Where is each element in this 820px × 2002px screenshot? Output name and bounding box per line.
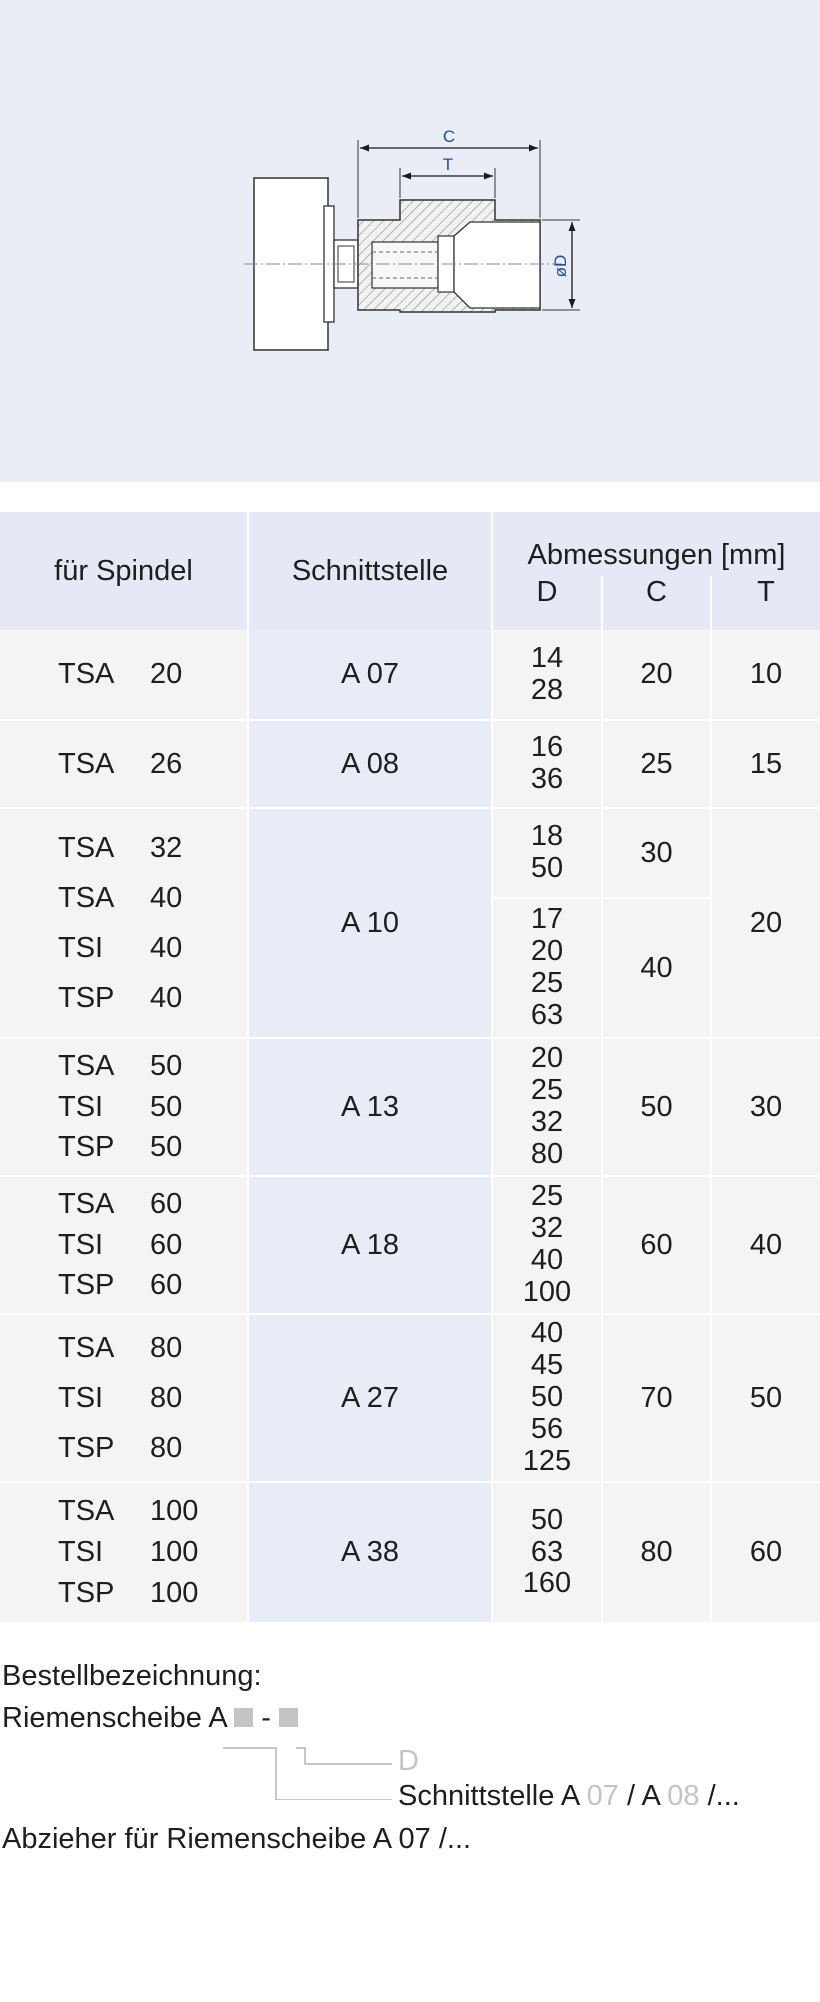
table-row — [0, 1038, 820, 1176]
spindle-entry — [58, 739, 247, 789]
table-row — [0, 808, 820, 1038]
spindle-size: 50 — [150, 1131, 183, 1164]
spindle-entry — [58, 1184, 247, 1225]
interface-cell: A 10 — [248, 808, 492, 1038]
diameter-cell — [492, 1482, 602, 1622]
spindle-entry — [58, 1423, 247, 1473]
diameter-value-list — [493, 821, 601, 885]
spindle-cell — [0, 1176, 248, 1314]
spindle-cell — [0, 1482, 248, 1622]
spindle-type: TSP — [58, 1431, 115, 1464]
spindle-entry — [58, 1225, 247, 1266]
diameter-cell — [492, 720, 602, 808]
length-t-cell: 10 — [711, 630, 820, 720]
header-d: D — [492, 576, 602, 630]
spindle-type: TSA — [58, 747, 115, 780]
diameter-value: 17 — [530, 903, 564, 936]
length-c-cell — [602, 808, 711, 1038]
spindle-entry — [58, 1323, 247, 1373]
spindle-entry — [58, 1573, 247, 1614]
diameter-value: 25 — [530, 1180, 564, 1213]
pulley-bore — [372, 242, 438, 288]
diameter-value-list — [493, 643, 601, 707]
diameter-group — [493, 897, 601, 1037]
diameter-value-list — [493, 1043, 601, 1171]
spindle-type: TSA — [58, 1049, 115, 1082]
spindle-size: 80 — [150, 1431, 183, 1464]
length-t-cell: 40 — [711, 1176, 820, 1314]
spindle-type: TSA — [58, 1187, 115, 1220]
length-c-cell: 70 — [602, 1314, 711, 1482]
spindle-entry — [58, 1373, 247, 1423]
diameter-value: 32 — [530, 1212, 564, 1245]
diameter-value: 63 — [530, 1535, 564, 1568]
diameter-cell — [492, 1038, 602, 1176]
spindle-entry — [58, 973, 247, 1023]
dim-label-c: C — [442, 127, 456, 146]
spindle-cell — [0, 720, 248, 808]
order-interface-separator: / A — [626, 1780, 660, 1812]
dimension-table — [0, 512, 820, 1622]
spindle-type: TSP — [58, 1269, 115, 1302]
length-t-cell: 20 — [711, 808, 820, 1038]
dim-label-d: øD — [551, 254, 570, 278]
spindle-type: TSI — [58, 1090, 104, 1123]
interface-cell: A 08 — [248, 720, 492, 808]
length-c-cell: 20 — [602, 630, 711, 720]
spindle-cell — [0, 630, 248, 720]
diameter-cell — [492, 1176, 602, 1314]
spindle-size: 100 — [150, 1577, 199, 1610]
spindle-entry — [58, 1532, 247, 1573]
diameter-value-list — [493, 1505, 601, 1601]
diameter-value-list — [493, 1318, 601, 1477]
diameter-value: 50 — [530, 1503, 564, 1536]
length-t-cell: 50 — [711, 1314, 820, 1482]
table-body — [0, 630, 820, 1622]
spindle-entry — [58, 1087, 247, 1128]
spindle-cell — [0, 1038, 248, 1176]
spindle-entry — [58, 1491, 247, 1532]
order-interface-example-1: 07 — [586, 1780, 619, 1812]
interface-cell: A 07 — [248, 630, 492, 720]
diameter-value-list — [493, 1181, 601, 1309]
diameter-cell — [492, 630, 602, 720]
table-header — [0, 512, 820, 630]
spindle-cell — [0, 1314, 248, 1482]
order-code-callout-lines — [0, 1660, 820, 1800]
interface-cell: A 27 — [248, 1314, 492, 1482]
spindle-type: TSP — [58, 1131, 115, 1164]
header-spindle: für Spindel — [0, 512, 248, 630]
spindle-type: TSA — [58, 1494, 115, 1527]
spindle-size: 40 — [150, 931, 183, 964]
spindle-entry — [58, 923, 247, 973]
interface-cell: A 38 — [248, 1482, 492, 1622]
table-row — [0, 1314, 820, 1482]
diameter-value: 25 — [530, 1074, 564, 1107]
length-c-cell: 60 — [602, 1176, 711, 1314]
diameter-value: 45 — [530, 1349, 564, 1382]
length-c-cell: 50 — [602, 1038, 711, 1176]
diameter-value: 80 — [530, 1137, 564, 1170]
diameter-value: 32 — [530, 1106, 564, 1138]
order-d-label: D — [398, 1745, 419, 1777]
table-row — [0, 1482, 820, 1622]
spindle-type: TSP — [58, 981, 115, 1014]
diameter-value: 14 — [530, 641, 564, 674]
table-row — [0, 630, 820, 720]
technical-drawing-panel — [0, 0, 820, 482]
spindle-size: 80 — [150, 1381, 183, 1414]
interface-cell: A 18 — [248, 1176, 492, 1314]
table-row — [0, 1176, 820, 1314]
diameter-cell — [492, 808, 602, 1038]
diameter-value: 125 — [522, 1444, 572, 1477]
order-interface-suffix: /... — [707, 1780, 740, 1812]
spindle-size: 40 — [150, 981, 183, 1014]
spindle-type: TSA — [58, 1331, 115, 1364]
diameter-value: 20 — [530, 1042, 564, 1075]
diameter-value: 50 — [530, 1381, 564, 1414]
pulley-dimension-drawing — [0, 0, 820, 482]
spindle-entry — [58, 1046, 247, 1087]
diameter-value: 100 — [522, 1275, 572, 1308]
spindle-type: TSI — [58, 1228, 104, 1261]
length-c-value: 30 — [640, 836, 673, 869]
dim-label-t: T — [442, 155, 454, 174]
length-c-value: 40 — [603, 897, 710, 1037]
spindle-size: 50 — [150, 1049, 183, 1082]
order-interface-prefix: Schnittstelle A — [398, 1780, 579, 1812]
diameter-value: 160 — [522, 1567, 572, 1600]
header-dimensions: Abmessungen [mm] — [492, 512, 820, 576]
spindle-type: TSI — [58, 1381, 104, 1414]
diameter-value-list — [493, 732, 601, 796]
spindle-type: TSA — [58, 658, 115, 690]
order-code-dash: - — [261, 1702, 271, 1734]
header-interface: Schnittstelle — [248, 512, 492, 630]
diameter-value: 25 — [530, 967, 564, 999]
diameter-value: 36 — [530, 763, 564, 795]
spindle-entry — [58, 873, 247, 923]
diameter-value: 16 — [530, 731, 564, 764]
spindle-size: 50 — [150, 1090, 183, 1123]
spindle-type: TSI — [58, 931, 104, 964]
diameter-value: 50 — [530, 852, 564, 884]
order-interface-example-2: 08 — [667, 1780, 700, 1812]
diameter-value-list — [493, 904, 601, 1032]
order-interface-line — [398, 1780, 740, 1813]
interface-cell: A 13 — [248, 1038, 492, 1176]
table-row — [0, 720, 820, 808]
diameter-value: 63 — [530, 998, 564, 1031]
diameter-value: 28 — [530, 673, 564, 706]
length-t-cell: 30 — [711, 1038, 820, 1176]
diameter-value: 20 — [530, 935, 564, 968]
length-t-cell: 60 — [711, 1482, 820, 1622]
spindle-entry — [58, 823, 247, 873]
spindle-size: 40 — [150, 881, 183, 914]
spindle-type: TSP — [58, 1577, 115, 1610]
length-c-cell: 80 — [602, 1482, 711, 1622]
spindle-size: 26 — [150, 747, 183, 780]
spindle-entry — [58, 1127, 247, 1168]
spindle-type: TSA — [58, 881, 115, 914]
diameter-group — [493, 809, 601, 897]
spindle-entry — [58, 650, 247, 700]
header-t: T — [711, 576, 820, 630]
diameter-value: 40 — [530, 1317, 564, 1350]
spindle-size: 100 — [150, 1535, 199, 1568]
spindle-size: 60 — [150, 1228, 183, 1261]
spindle-size: 60 — [150, 1269, 183, 1302]
spindle-entry — [58, 1265, 247, 1306]
spindle-size: 100 — [150, 1494, 199, 1527]
diameter-value: 56 — [530, 1412, 564, 1445]
spindle-size: 60 — [150, 1187, 183, 1220]
diameter-value: 18 — [530, 820, 564, 853]
spindle-type: TSI — [58, 1535, 104, 1568]
spindle-size: 20 — [150, 658, 183, 690]
length-t-cell: 15 — [711, 720, 820, 808]
order-code-text: Riemenscheibe A — [2, 1702, 227, 1734]
spindle-size: 80 — [150, 1331, 183, 1364]
diameter-cell — [492, 1314, 602, 1482]
order-title: Bestellbezeichnung: — [2, 1660, 262, 1692]
spindle-cell — [0, 808, 248, 1038]
header-c: C — [602, 576, 711, 630]
order-puller-line: Abzieher für Riemenscheibe A 07 /... — [2, 1823, 472, 1855]
spindle-size: 32 — [150, 831, 183, 864]
diameter-value: 40 — [530, 1244, 564, 1276]
length-c-cell: 25 — [602, 720, 711, 808]
spindle-type: TSA — [58, 831, 115, 864]
